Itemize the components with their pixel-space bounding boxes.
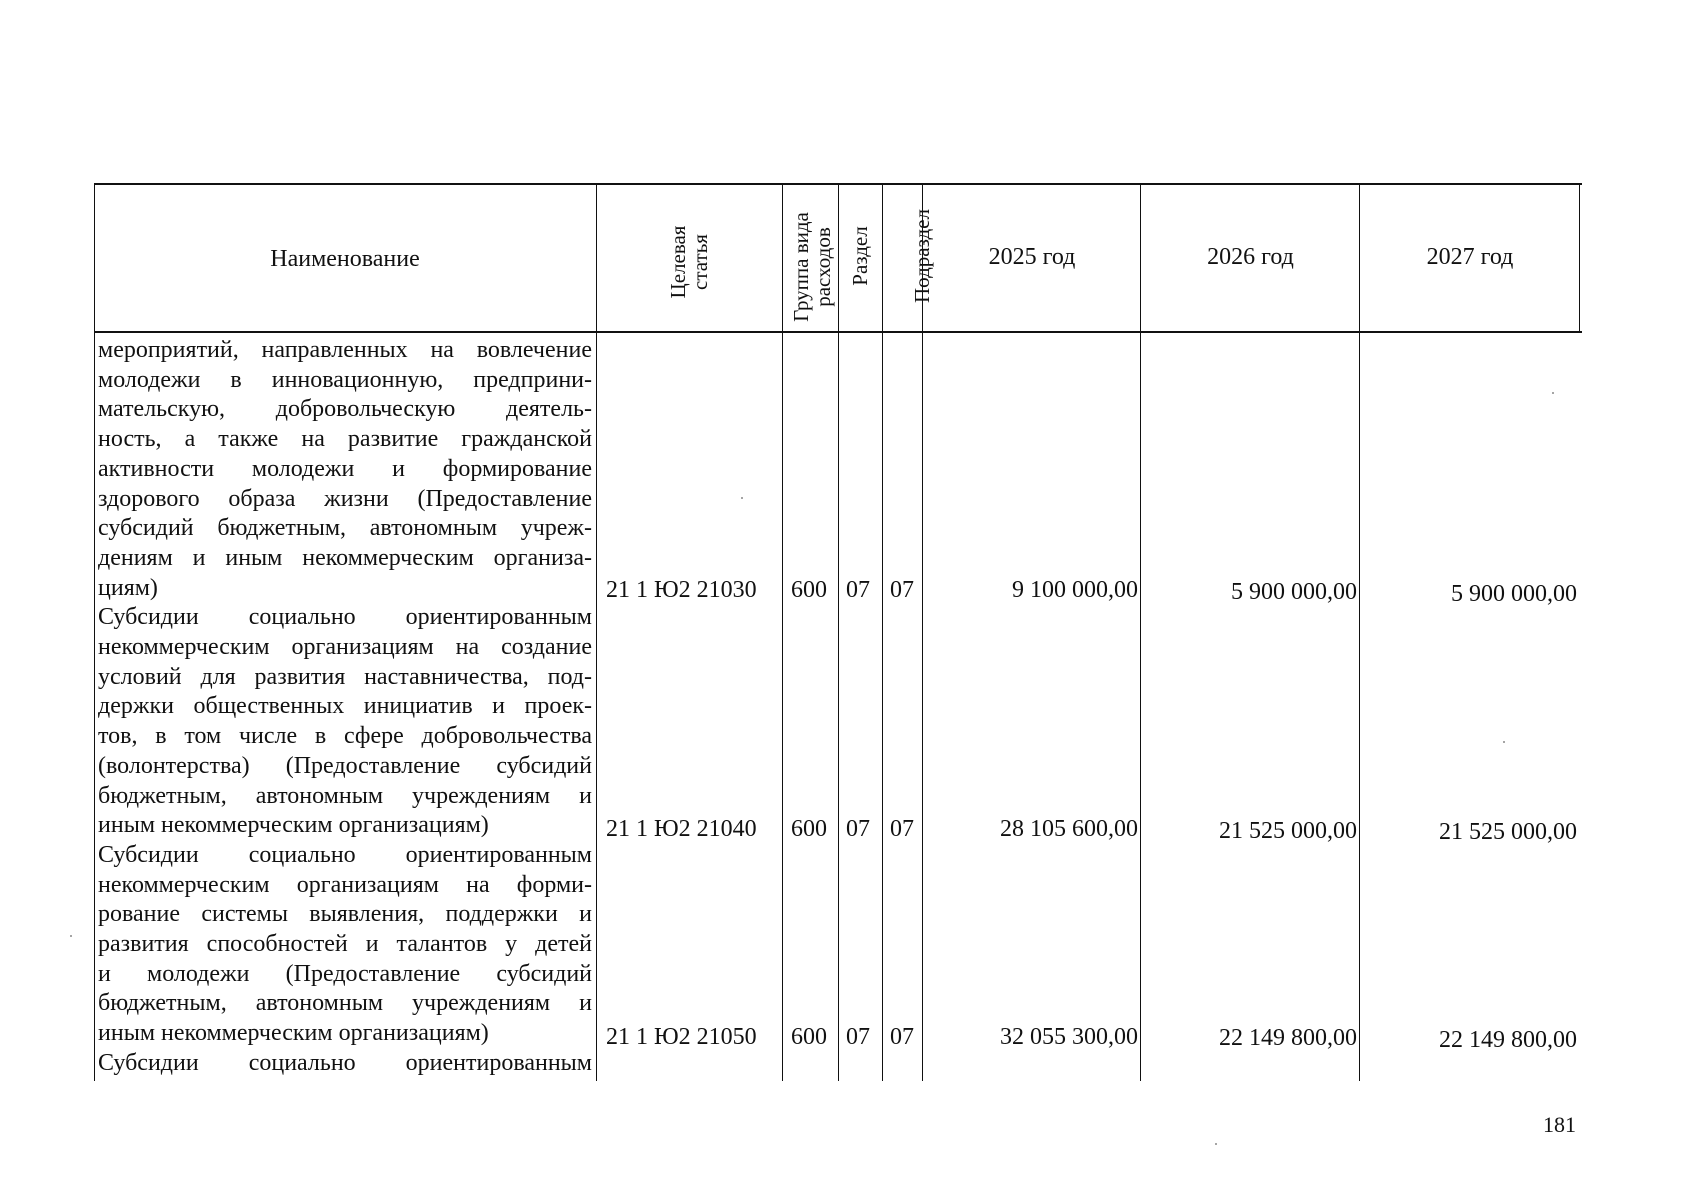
row-3-line: некоммерческим организациям на форми- (98, 871, 592, 898)
row-1-line: молодежи в инновационную, предприни- (98, 366, 592, 393)
header-name: Наименование (270, 246, 420, 272)
header-2027: 2027 год (1426, 244, 1514, 270)
row-2-target: 21 1 Ю2 21040 (606, 816, 757, 842)
header-2026: 2026 год (1207, 244, 1294, 270)
row-3-line: иным некоммерческим организациям) (98, 1020, 489, 1047)
row-1-group: 600 (791, 577, 827, 603)
row-2-group: 600 (791, 816, 827, 842)
header-subsection: Подраздел (910, 209, 934, 303)
row-2-2026: 21 525 000,00 (1219, 818, 1357, 844)
row-1-line: мательскую, добровольческую деятель- (98, 396, 592, 423)
scan-speck (1215, 1143, 1217, 1145)
row-3-target: 21 1 Ю2 21050 (606, 1024, 757, 1050)
row-3-2025: 32 055 300,00 (1000, 1024, 1138, 1050)
header-2025: 2025 год (988, 244, 1076, 270)
row-3-section: 07 (846, 1024, 870, 1050)
col-divider-target (782, 183, 783, 1081)
row-1-name (98, 336, 592, 1079)
row-1-line: ность, а также на развитие гражданской (98, 426, 592, 453)
table-right-border (1579, 183, 1580, 331)
col-divider-2025 (1140, 183, 1141, 1081)
row-3-line: рование системы выявления, поддержки и (98, 901, 592, 928)
row-1-line: активности молодежи и формирование (98, 455, 592, 482)
row-3-line: Субсидии социально ориентированным (98, 841, 592, 868)
row-1-2025: 9 100 000,00 (1012, 577, 1138, 603)
header-expense-group-text: Группа вида расходов (789, 212, 835, 322)
row-2-line: условий для развития наставничества, под- (98, 663, 592, 690)
scan-speck (741, 497, 743, 499)
row-3-subsection: 07 (890, 1024, 914, 1050)
row-2-2025: 28 105 600,00 (1000, 816, 1138, 842)
row-3-line: и молодежи (Предоставление субсидий (98, 960, 592, 987)
row-1-line: дениям и иным некоммерческим организа- (98, 544, 592, 571)
table-left-border (94, 183, 95, 1081)
row-1-line: здорового образа жизни (Предоставление (98, 485, 592, 512)
row-2-2027: 21 525 000,00 (1439, 819, 1577, 845)
row-1-line: циям) (98, 574, 158, 601)
row-2-line: бюджетным, автономным учреждениям и (98, 782, 592, 809)
page-number: 181 (1543, 1112, 1576, 1137)
col-divider-2026 (1359, 183, 1360, 1081)
row-2-line: тов, в том числе в сфере добровольчества (98, 723, 592, 750)
row-1-line: субсидий бюджетным, автономным учреж- (98, 515, 592, 542)
col-divider-section (882, 183, 883, 1081)
row-1-target: 21 1 Ю2 21030 (606, 577, 757, 603)
header-expense-group (790, 201, 834, 333)
row-2-line: (волонтерства) (Предоставление субсидий (98, 752, 592, 779)
row-2-subsection: 07 (890, 816, 914, 842)
row-3-group: 600 (791, 1024, 827, 1050)
row-3-2026: 22 149 800,00 (1219, 1025, 1357, 1051)
col-divider-group (838, 183, 839, 1081)
header-section: Раздел (848, 226, 872, 286)
col-divider-name (596, 183, 597, 1081)
row-2-line: некоммерческим организациям на создание (98, 634, 592, 661)
scan-speck (1503, 741, 1505, 743)
row-3-line: развития способностей и талантов у детей (98, 931, 592, 958)
budget-table (94, 183, 1582, 1081)
row-2-line: держки общественных инициатив и проек- (98, 693, 592, 720)
row-3-line: бюджетным, автономным учреждениям и (98, 990, 592, 1017)
scan-speck (70, 935, 72, 937)
row-1-subsection: 07 (890, 577, 914, 603)
row-2-section: 07 (846, 816, 870, 842)
scan-speck (1552, 392, 1554, 394)
trailing-line: Субсидии социально ориентированным (98, 1049, 592, 1076)
row-1-2026: 5 900 000,00 (1231, 579, 1357, 605)
header-target-article (667, 202, 711, 322)
row-2-line: Субсидии социально ориентированным (98, 604, 592, 631)
row-1-section: 07 (846, 577, 870, 603)
row-1-line: мероприятий, направленных на вовлечение (98, 337, 592, 363)
header-target-article-text: Целевая статья (666, 225, 712, 299)
row-3-2027: 22 149 800,00 (1439, 1027, 1577, 1053)
row-2-line: иным некоммерческим организациям) (98, 812, 489, 839)
row-1-2027: 5 900 000,00 (1451, 581, 1577, 607)
